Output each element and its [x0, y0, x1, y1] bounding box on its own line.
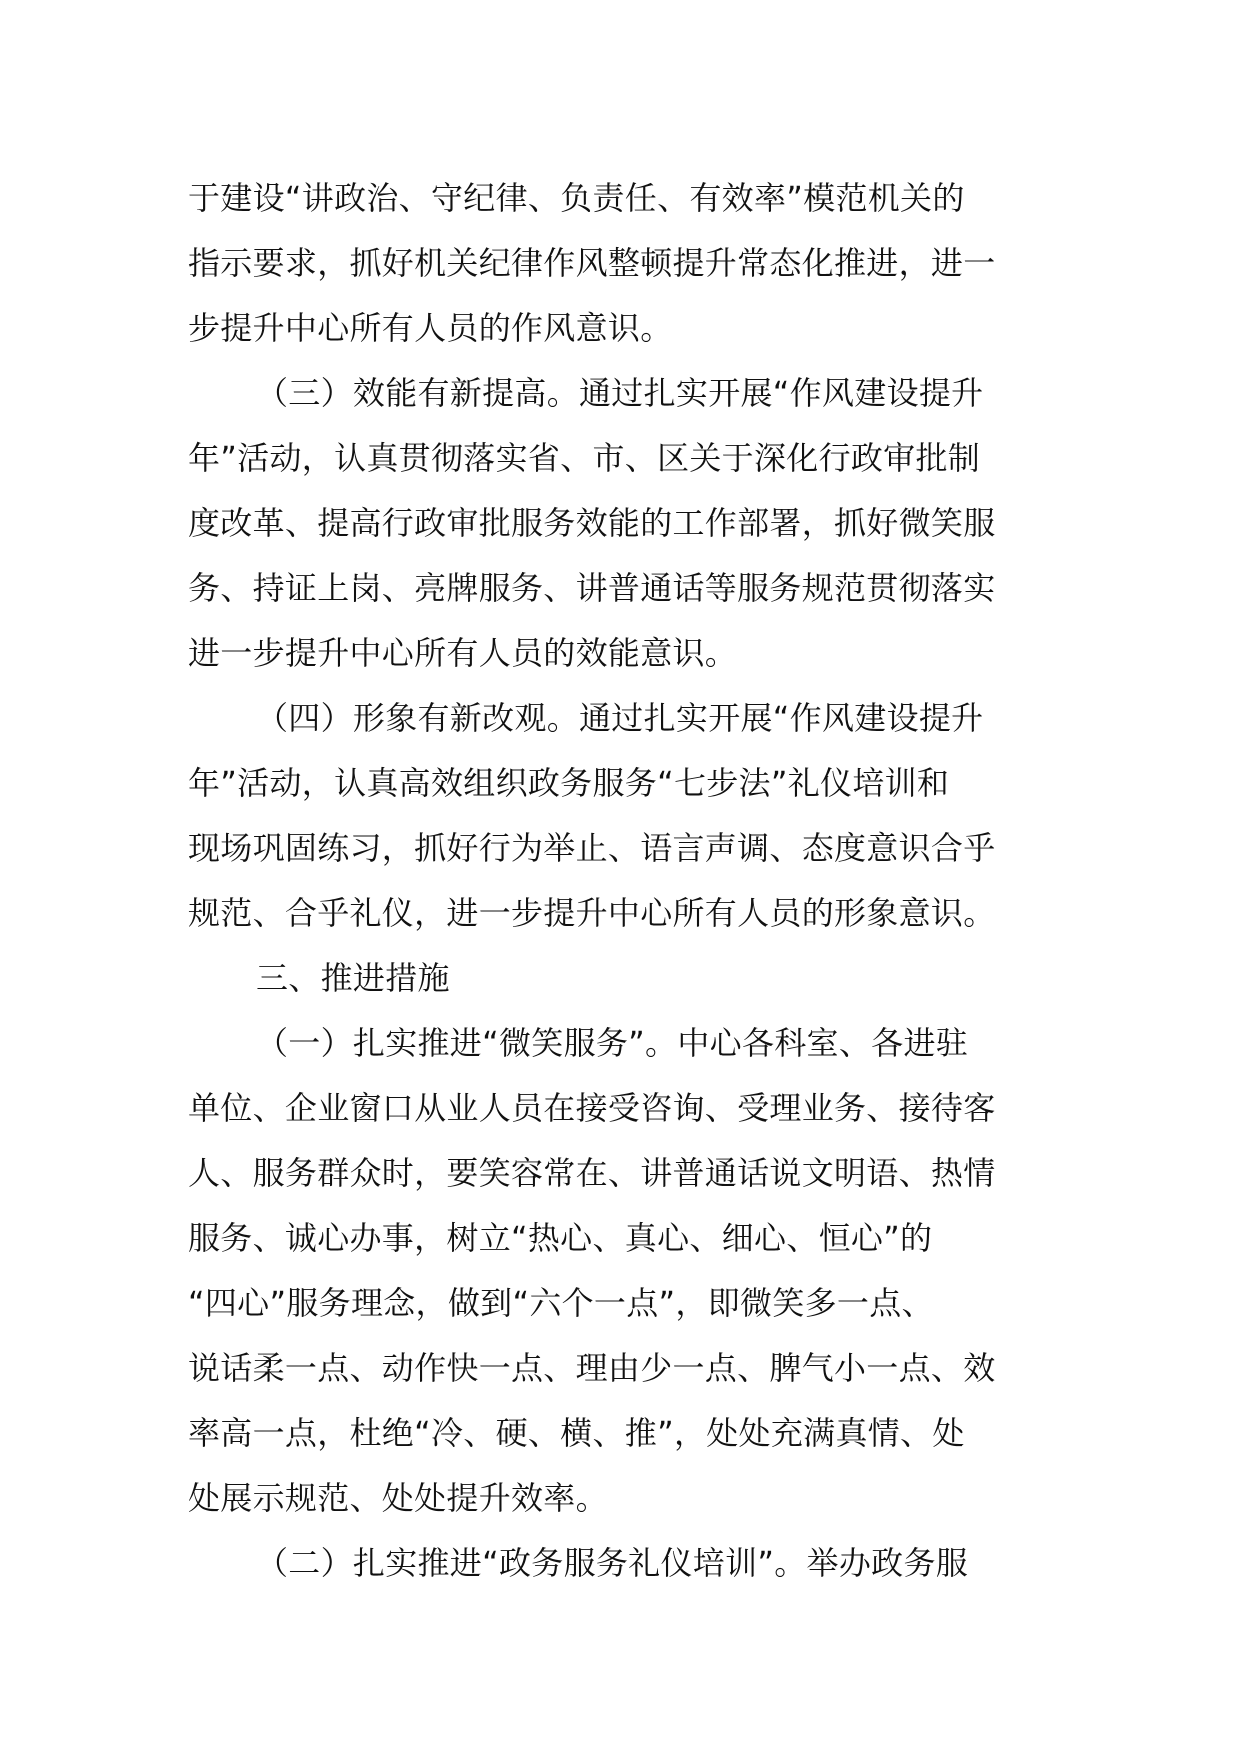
- body-line: 务、持证上岗、亮牌服务、讲普通话等服务规范贯彻落实: [188, 569, 996, 607]
- section-heading-measures: 三、推进措施: [256, 959, 450, 997]
- body-line: 年”活动，认真高效组织政务服务“七步法”礼仪培训和: [188, 764, 950, 802]
- paragraph-heading-image: （四）形象有新改观。通过扎实开展“作风建设提升: [256, 699, 984, 737]
- body-line: 人、服务群众时，要笑容常在、讲普通话说文明语、热情: [188, 1154, 996, 1192]
- body-line: 单位、企业窗口从业人员在接受咨询、受理业务、接待客: [188, 1089, 996, 1127]
- body-line-continuation: 于建设“讲政治、守纪律、负责任、有效率”模范机关的: [188, 179, 965, 217]
- body-line: 年”活动，认真贯彻落实省、市、区关于深化行政审批制: [188, 439, 981, 477]
- body-line: 度改革、提高行政审批服务效能的工作部署，抓好微笑服: [188, 504, 996, 542]
- body-line: 指示要求，抓好机关纪律作风整顿提升常态化推进，进一: [188, 244, 996, 282]
- body-line: 处展示规范、处处提升效率。: [188, 1479, 608, 1517]
- body-line: 进一步提升中心所有人员的效能意识。: [188, 634, 738, 672]
- body-line: 服务、诚心办事，树立“热心、真心、细心、恒心”的: [188, 1219, 933, 1257]
- paragraph-heading-smile-service: （一）扎实推进“微笑服务”。中心各科室、各进驻: [256, 1024, 969, 1062]
- document-body: [188, 166, 1058, 1596]
- body-line: 说话柔一点、动作快一点、理由少一点、脾气小一点、效: [188, 1349, 996, 1387]
- body-line: “四心”服务理念，做到“六个一点”，即微笑多一点、: [188, 1284, 934, 1322]
- paragraph-heading-etiquette-training: （二）扎实推进“政务服务礼仪培训”。举办政务服: [256, 1544, 969, 1582]
- body-line: 现场巩固练习，抓好行为举止、语言声调、态度意识合乎: [188, 829, 996, 867]
- paragraph-heading-efficiency: （三）效能有新提高。通过扎实开展“作风建设提升: [256, 374, 984, 412]
- body-line: 规范、合乎礼仪，进一步提升中心所有人员的形象意识。: [188, 894, 996, 932]
- body-line: 率高一点，杜绝“冷、硬、横、推”，处处充满真情、处: [188, 1414, 965, 1452]
- body-line: 步提升中心所有人员的作风意识。: [188, 309, 673, 347]
